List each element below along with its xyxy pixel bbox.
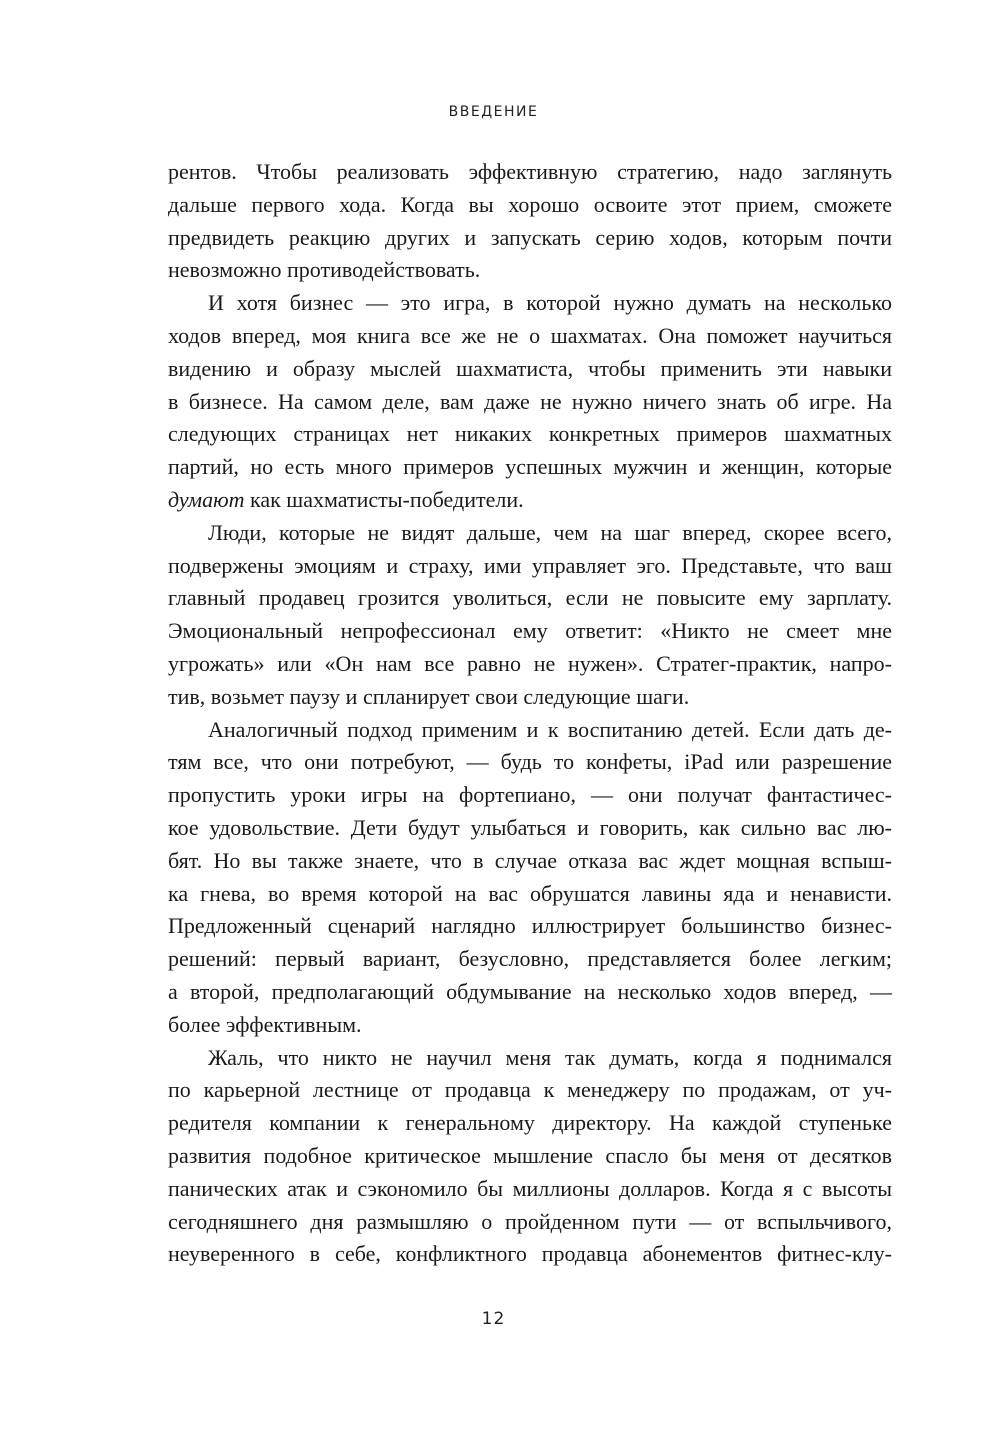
text-line: панических атак и сэкономило бы миллионы долларов. Когда я с высоты	[168, 1175, 892, 1201]
text-line: более эффективным.	[168, 1011, 362, 1037]
text-line: следующих страницах нет никаких конкретных примеров шахматных	[168, 421, 892, 447]
text-line: подвержены эмоциям и страху, ими управляет эго. Представьте, что ваш	[168, 552, 892, 578]
text-run: как шахматисты-победители.	[244, 486, 524, 512]
paragraph-3	[168, 517, 892, 714]
text-line: кое удовольствие. Дети будут улыбаться и говорить, как сильно вас лю-	[168, 814, 892, 840]
text-line: в бизнесе. На самом деле, вам даже не нужно ничего знать об игре. На	[168, 388, 892, 414]
text-line: И хотя бизнес — это игра, в которой нужно думать на несколько	[208, 290, 892, 316]
text-line: бят. Но вы также знаете, что в случае отказа вас ждет мощная вспыш-	[168, 847, 892, 873]
body-text	[168, 156, 892, 1271]
text-line: дальше первого хода. Когда вы хорошо освоите этот прием, сможете	[168, 191, 892, 217]
text-line: предвидеть реакцию других и запускать серию ходов, которым почти	[168, 224, 892, 250]
text-line: угрожать» или «Он нам все равно не нужен». Стратег-практик, напро-	[168, 650, 892, 676]
text-line: неуверенного в себе, конфликтного продавца абонементов фитнес-клу-	[168, 1241, 892, 1267]
text-line: главный продавец грозится уволиться, если не повысите ему зарплату.	[168, 585, 892, 611]
text-line: редителя компании к генеральному директору. На каждой ступеньке	[168, 1110, 892, 1136]
paragraph-1	[168, 156, 892, 287]
paragraph-4	[168, 714, 892, 1042]
text-line: Предложенный сценарий наглядно иллюстрирует большинство бизнес-	[168, 913, 892, 939]
text-line: ка гнева, во время которой на вас обрушатся лавины яда и ненависти.	[168, 880, 892, 906]
paragraph-2	[168, 287, 892, 517]
text-line: рентов. Чтобы реализовать эффективную стратегию, надо заглянуть	[168, 159, 892, 184]
text-line: Эмоциональный непрофессионал ему ответит: «Никто не смеет мне	[168, 618, 892, 644]
text-line: невозможно противодействовать.	[168, 257, 481, 283]
text-line: Аналогичный подход применим и к воспитанию детей. Если дать де-	[208, 716, 892, 742]
text-line: по карьерной лестнице от продавца к менеджеру по продажам, от уч-	[168, 1077, 892, 1103]
text-line: тив, возьмет паузу и спланирует свои следующие шаги.	[168, 683, 690, 709]
text-line	[168, 484, 892, 517]
text-line: видению и образу мыслей шахматиста, чтобы применить эти навыки	[168, 355, 892, 381]
paragraph-5	[168, 1042, 892, 1272]
text-line: пропустить уроки игры на фортепиано, — они получат фантастичес-	[168, 782, 892, 808]
running-head: ВВЕДЕНИЕ	[448, 104, 539, 120]
text-line: а второй, предполагающий обдумывание на несколько ходов вперед, —	[168, 978, 892, 1004]
text-line: Люди, которые не видят дальше, чем на шаг вперед, скорее всего,	[208, 519, 892, 545]
text-line: развития подобное критическое мышление спасло бы меня от десятков	[168, 1142, 892, 1168]
text-line: Жаль, что никто не научил меня так думать, когда я поднимался	[208, 1044, 892, 1070]
text-line: ходов вперед, моя книга все же не о шахматах. Она поможет научиться	[168, 322, 892, 348]
text-line: сегодняшнего дня размышляю о пройденном пути — от вспыльчивого,	[168, 1208, 892, 1234]
text-line: тям все, что они потребуют, — будь то конфеты, iPad или разрешение	[168, 749, 892, 775]
page-number: 12	[481, 1309, 506, 1329]
text-line: партий, но есть много примеров успешных мужчин и женщин, которые	[168, 454, 892, 480]
emphasis-text: думают	[168, 486, 245, 512]
text-line: решений: первый вариант, безусловно, представляется более легким;	[168, 946, 892, 972]
